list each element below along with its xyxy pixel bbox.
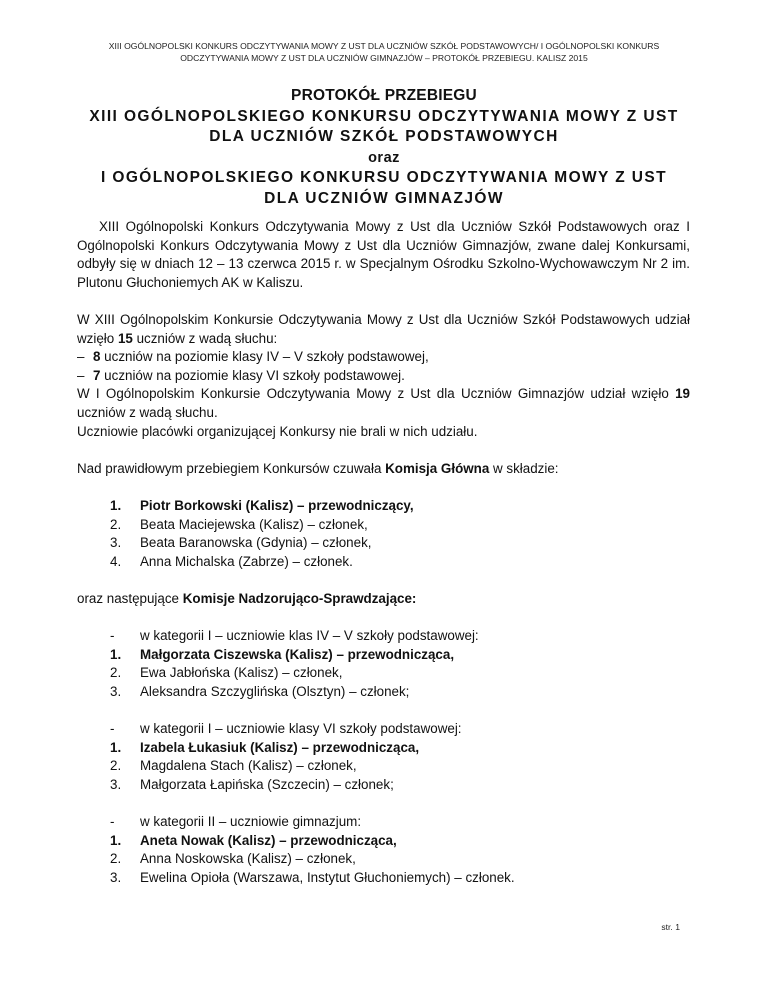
list-item: 1. Aneta Nowak (Kalisz) – przewodnicząca, [110, 832, 397, 848]
list-item: 2. Ewa Jabłońska (Kalisz) – członek, [110, 665, 343, 681]
list-item: – 7 uczniów na poziomie klasy VI szkoły podstawowej. [77, 367, 405, 383]
document-body [77, 218, 690, 887]
main-commission-list [77, 497, 690, 571]
page-number: str. 1 [661, 922, 680, 932]
supervisory-group-1 [77, 627, 690, 701]
category-heading: - w kategorii I – uczniowie klas IV – V szkoły podstawowej: [110, 628, 479, 644]
main-commission-intro: Nad prawidłowym przebiegiem Konkursów czuwała Komisja Główna w składzie: [77, 460, 559, 476]
list-item: 4. Anna Michalska (Zabrze) – członek. [110, 553, 353, 569]
list-item: 1. Małgorzata Ciszewska (Kalisz) – przewodnicząca, [110, 646, 455, 662]
running-header [40, 40, 728, 64]
list-item: 3. Aleksandra Szczyglińska (Olsztyn) – członek; [110, 683, 410, 699]
list-item: 3. Ewelina Opioła (Warszawa, Instytut Głuchoniemych) – członek. [110, 869, 515, 885]
participation-paragraph-2: W I Ogólnopolskim Konkursie Odczytywania Mowy z Ust dla Uczniów Gimnazjów udział wzięło 19 uczniów z wadą słuchu. [77, 386, 690, 420]
list-item: – 8 uczniów na poziomie klasy IV – V szkoły podstawowej, [77, 349, 429, 365]
title-line-5: I OGÓLNOPOLSKIEGO KONKURSU ODCZYTYWANIA MOWY Z UST [100, 169, 667, 186]
header-line-1: XIII OGÓLNOPOLSKI KONKURS ODCZYTYWANIA MOWY Z UST DLA UCZNIÓW SZKÓŁ PODSTAWOWYCH/ I OGÓLNOPOLSKI KONKURS [108, 41, 660, 51]
gymnasium-count: 19 [675, 386, 690, 402]
primary-count: 15 [117, 330, 133, 346]
category-heading: - w kategorii I – uczniowie klasy VI szkoły podstawowej: [110, 721, 462, 737]
list-item: 2. Magdalena Stach (Kalisz) – członek, [110, 758, 357, 774]
title-line-6: DLA UCZNIÓW GIMNAZJÓW [264, 189, 504, 207]
participation-paragraph-3: Uczniowie placówki organizującej Konkursy nie brali w nich udziału. [77, 423, 478, 439]
title-line-2: XIII OGÓLNOPOLSKIEGO KONKURSU ODCZYTYWANIA MOWY Z UST [89, 107, 679, 125]
supervisory-intro: oraz następujące Komisje Nadzorująco-Sprawdzające: [77, 590, 417, 606]
list-item: 1. Izabela Łukasiuk (Kalisz) – przewodnicząca, [110, 739, 420, 755]
participation-paragraph-1: W XIII Ogólnopolskim Konkursie Odczytywania Mowy z Ust dla Uczniów Szkół Podstawowych udział wzięło 15 uczniów z wadą słuchu: [77, 311, 690, 346]
supervisory-group-2 [77, 720, 690, 794]
list-item: 2. Anna Noskowska (Kalisz) – członek, [110, 851, 356, 867]
title-line-3: DLA UCZNIÓW SZKÓŁ PODSTAWOWYCH [209, 128, 559, 145]
title-line-4: oraz [368, 149, 400, 166]
supervisory-group-3 [77, 813, 690, 887]
category-heading: - w kategorii II – uczniowie gimnazjum: [110, 814, 362, 829]
list-item: 2. Beata Maciejewska (Kalisz) – członek, [110, 516, 368, 532]
title-line-1: PROTOKÓŁ PRZEBIEGU [291, 87, 477, 104]
intro-paragraph: XIII Ogólnopolski Konkurs Odczytywania Mowy z Ust dla Uczniów Szkół Podstawowych oraz I Ogólnopolski Konkurs Odczytywania Mowy z Ust dla Uczniów Gimnazjów, zwane dalej Konkursami, odbyły się w dniach 12 – 13 czerwca 2015 r. w Specjalnym Ośrodku Szkolno-Wychowawczym Nr 2 im. Plutonu Głuchoniemych AK w Kaliszu. [77, 219, 690, 290]
header-line-2: ODCZYTYWANIA MOWY Z UST DLA UCZNIÓW GIMNAZJÓW – PROTOKÓŁ PRZEBIEGU. KALISZ 2015 [180, 53, 588, 63]
document-title [40, 86, 728, 209]
list-item: 3. Beata Baranowska (Gdynia) – członek, [110, 535, 372, 551]
list-item: 1. Piotr Borkowski (Kalisz) – przewodniczący, [110, 497, 414, 513]
list-item: 3. Małgorzata Łapińska (Szczecin) – członek; [110, 776, 394, 792]
